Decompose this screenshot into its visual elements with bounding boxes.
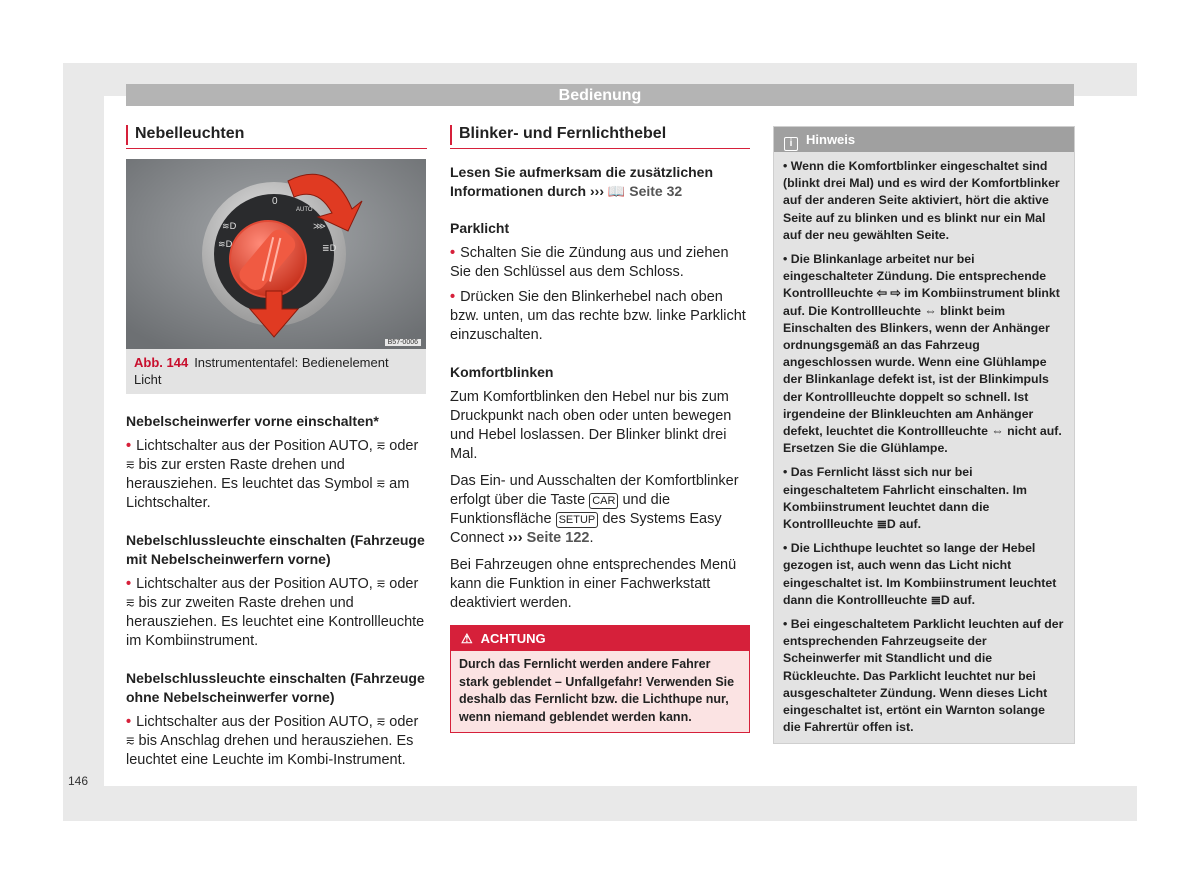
section-title-blinker: Blinker- und Fernlichthebel [450,124,750,149]
heading-nebelschluss-mit: Nebelschlussleuchte einschalten (Fahrzeuge mit Nebelscheinwerfern vorne) [126,532,425,567]
left-column [126,124,427,770]
warning-header: ⚠ ACHTUNG [451,626,749,651]
hinweis-item-4: • Die Lichthupe leuchtet so lange der Hebel gezogen ist, auch wenn das Licht nicht eingeschaltet ist. Im Kombiinstrument leuchtet dann die Kontrollleuchte ≣D auf. [783,541,1057,607]
book-icon: 📖 [607,183,626,199]
page-ref-icon: ››› [590,183,605,199]
komfort-paragraph-1: Zum Komfortblinken den Hebel nur bis zum Druckpunkt nach oben oder unten bewegen und Hebel loslassen. Der Blinker blinkt drei Mal. [450,389,732,462]
page-header: Bedienung [126,84,1074,106]
komfort-paragraph-2: Das Ein- und Ausschalten der Komfortblinker erfolgt über die Taste CAR und die Funktionsfläche SETUP des Systems Easy Connect ››› Seite 122. [450,473,739,546]
parklicht-item-2: • Drücken Sie den Blinkerhebel nach oben bzw. unten, um das rechte bzw. linke Parklicht einzuschalten. [450,289,746,343]
svg-text:≣D: ≣D [322,244,337,254]
figure-caption [126,349,426,394]
figure-label: Abb. 144 [134,355,189,370]
heading-komfortblinken: Komfortblinken [450,364,554,380]
svg-text:≋D: ≋D [218,240,233,250]
heading-nebelschluss-ohne: Nebelschlussleuchte einschalten (Fahrzeuge ohne Nebelscheinwerfer vorne) [126,670,425,705]
setup-key-icon: SETUP [556,512,599,528]
hinweis-item-2: • Die Blinkanlage arbeitet nur bei eingeschalteter Zündung. Die entsprechende Kontrollleuchte ⇦ ⇨ im Kombiinstrument blinkt auf. Die Kontrollleuchte ⇔ blinkt beim Einschalten des Blinkers, wenn der Anhänger ordnungsgemäß an das Fahrzeug angeschlossen wurde. Wenn eine Glühlampe der Blinkanlage defekt ist, ist der Blinkimpuls der Kontrollleuchte doppelt so schnell. Ist irgendeine der Blinkleuchten am Anhänger defekt, leuchtet die Kontrollleuchte ⇔ nicht auf. Ersetzen Sie die Glühlampe. [783,252,1062,456]
figure-light-switch [126,159,426,349]
light-switch-illustration [126,159,426,349]
komfort-page-ref[interactable]: Seite 122 [526,530,590,546]
figure-code: B57-0006 [385,339,421,346]
svg-text:⋙: ⋙ [313,222,326,232]
komfort-paragraph-3: Bei Fahrzeugen ohne entsprechendes Menü kann die Funktion in einer Fachwerkstatt deaktiviert werden. [450,557,737,611]
intro-page-ref[interactable]: Seite 32 [629,183,683,199]
warning-triangle-icon: ⚠ [461,631,473,646]
hinweis-box [773,126,1075,744]
warning-text: Durch das Fernlicht werden andere Fahrer stark geblendet – Unfallgefahr! Verwenden Sie deshalb das Fernlicht bzw. die Lichthupe nur, wenn niemand geblendet werden kann. [451,651,749,732]
hinweis-item-1: • Wenn die Komfortblinker eingeschaltet sind (blinkt drei Mal) und es wird der Komfortblinker auf der anderen Seite aktiviert, hört die aktive Seite auf zu blinken und es blinkt nur ein Mal auf der neu gewählten Seite. [783,159,1060,242]
hinweis-body [774,152,1074,743]
figure-caption-text: Instrumententafel: Bedienelement Licht [134,355,389,387]
warning-box [450,625,750,733]
knob-label-off: 0 [272,196,278,207]
heading-parklicht: Parklicht [450,220,510,236]
text-nebelschluss-mit: • Lichtschalter aus der Position AUTO, ⩳ oder ⩳ bis zur zweiten Raste drehen und herausziehen. Es leuchtet eine Kontrollleuchte im Kombiinstrument. [126,576,425,649]
heading-nebelscheinwerfer: Nebelscheinwerfer vorne einschalten* [126,413,379,429]
section-title-nebelleuchten: Nebelleuchten [126,124,427,149]
svg-text:≋D: ≋D [222,222,237,232]
text-nebelscheinwerfer: • Lichtschalter aus der Position AUTO, ⩳ oder ⩳ bis zur ersten Raste drehen und herausziehen. Es leuchtet das Symbol ⩳ am Lichtschalter. [126,438,419,511]
knob-label-auto: AUTO [296,207,313,213]
text-nebelschluss-ohne: • Lichtschalter aus der Position AUTO, ⩳ oder ⩳ bis Anschlag drehen und herausziehen. Es leuchtet eine Leuchte im Kombi-Instrument. [126,714,419,768]
info-icon: i [784,137,798,151]
page-number: 146 [68,774,89,788]
car-key-icon: CAR [589,493,618,509]
middle-column [450,124,750,733]
hinweis-header: i Hinweis [774,127,1074,152]
intro-text: Lesen Sie aufmerksam die zusätzlichen Informationen durch ››› 📖 Seite 32 [450,164,713,199]
parklicht-item-1: • Schalten Sie die Zündung aus und ziehen Sie den Schlüssel aus dem Schloss. [450,245,729,280]
hinweis-item-5: • Bei eingeschaltetem Parklicht leuchten auf der entsprechenden Fahrzeugseite der Scheinwerfer mit Standlicht und die Rückleuchte. Das Parklicht leuchtet nur bei ausgeschalteter Zündung. Wenn dieses Licht eingeschaltet ist, ertönt ein Warnton solange die Fahrertür offen ist. [783,617,1064,735]
hinweis-item-3: • Das Fernlicht lässt sich nur bei eingeschaltetem Fahrlicht einschalten. Im Kombiinstrument leuchtet dann die Kontrollleuchte ≣D auf. [783,465,1027,532]
